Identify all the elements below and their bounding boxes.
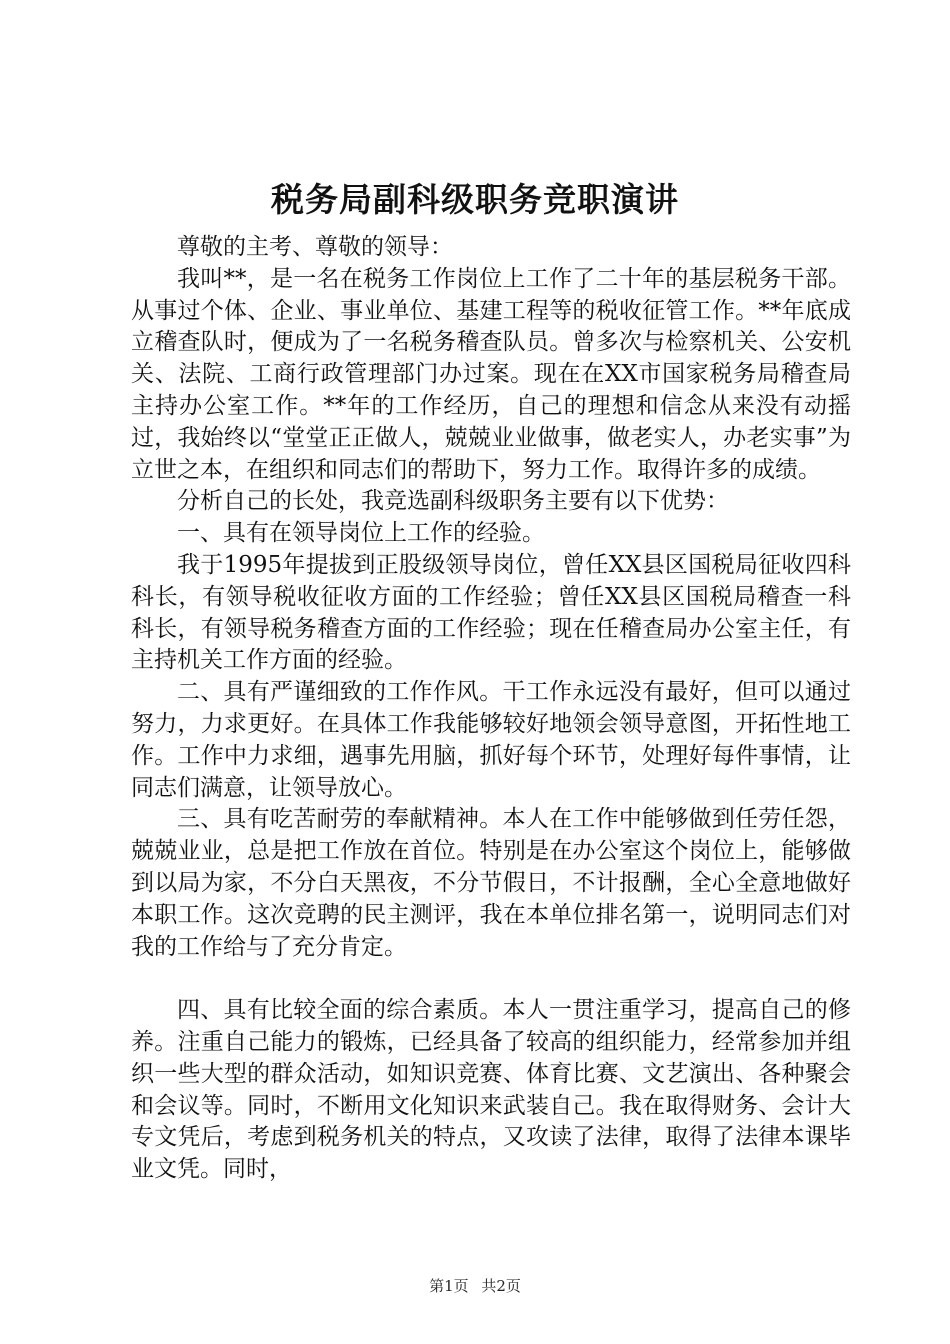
strengths-intro-paragraph: 分析自己的长处，我竞选副科级职务主要有以下优势：	[177, 488, 729, 515]
introduction-paragraph: 我叫**，是一名在税务工作岗位上工作了二十年的基层税务干部。从事过个体、企业、事业单位、基建工程等的税收征管工作。**年底成立稽查队时，便成为了一名税务稽查队员。曾多次与检察机关、公安机关、法院、工商行政管理部门办过案。现在在XX市国家税务局稽查局主持办公室工作。**年的工作经历，自己的理想和信念从来没有动摇过，我始终以“堂堂正正做人，兢兢业业做事，做老实人，办老实事”为立世之本，在组织和同志们的帮助下，努力工作。取得许多的成绩。	[131, 265, 851, 483]
page-total: 共2页	[481, 1277, 521, 1295]
strength-one-paragraph: 我于1995年提拔到正股级领导岗位，曾任XX县区国税局征收四科科长，有领导税收征收方面的工作经验；曾任XX县区国税局稽查一科科长，有领导税务稽查方面的工作经验；现在任稽查局办公室主任，有主持机关工作方面的经验。	[131, 551, 851, 674]
strength-three-paragraph: 三、具有吃苦耐劳的奉献精神。本人在工作中能够做到任劳任怨，兢兢业业，总是把工作放在首位。特别是在办公室这个岗位上，能够做到以局为家，不分白天黑夜，不分节假日，不计报酬，全心全意地做好本职工作。这次竞聘的民主测评，我在本单位排名第一，说明同志们对我的工作给与了充分肯定。	[131, 806, 851, 960]
strength-one-heading: 一、具有在领导岗位上工作的经验。	[177, 520, 545, 547]
document-body	[131, 232, 851, 1186]
page-number: 第1页	[429, 1277, 469, 1295]
strength-four-paragraph: 四、具有比较全面的综合素质。本人一贯注重学习，提高自己的修养。注重自己能力的锻炼，已经具备了较高的组织能力，经常参加并组织一些大型的群众活动，如知识竞赛、体育比赛、文艺演出、各种聚会和会议等。同时，不断用文化知识来武装自己。我在取得财务、会计大专文凭后，考虑到税务机关的特点，又攻读了法律，取得了法律本课毕业文凭。同时，	[131, 997, 851, 1183]
salutation-paragraph: 尊敬的主考、尊敬的领导：	[177, 234, 453, 260]
strength-two-paragraph: 二、具有严谨细致的工作作风。干工作永远没有最好，但可以通过努力，力求更好。在具体工作我能够较好地领会领导意图，开拓性地工作。工作中力求细，遇事先用脑，抓好每个环节，处理好每件事情，让同志们满意，让领导放心。	[131, 679, 851, 801]
page-footer	[0, 1275, 950, 1296]
document-title: 税务局副科级职务竞职演讲	[271, 180, 679, 219]
